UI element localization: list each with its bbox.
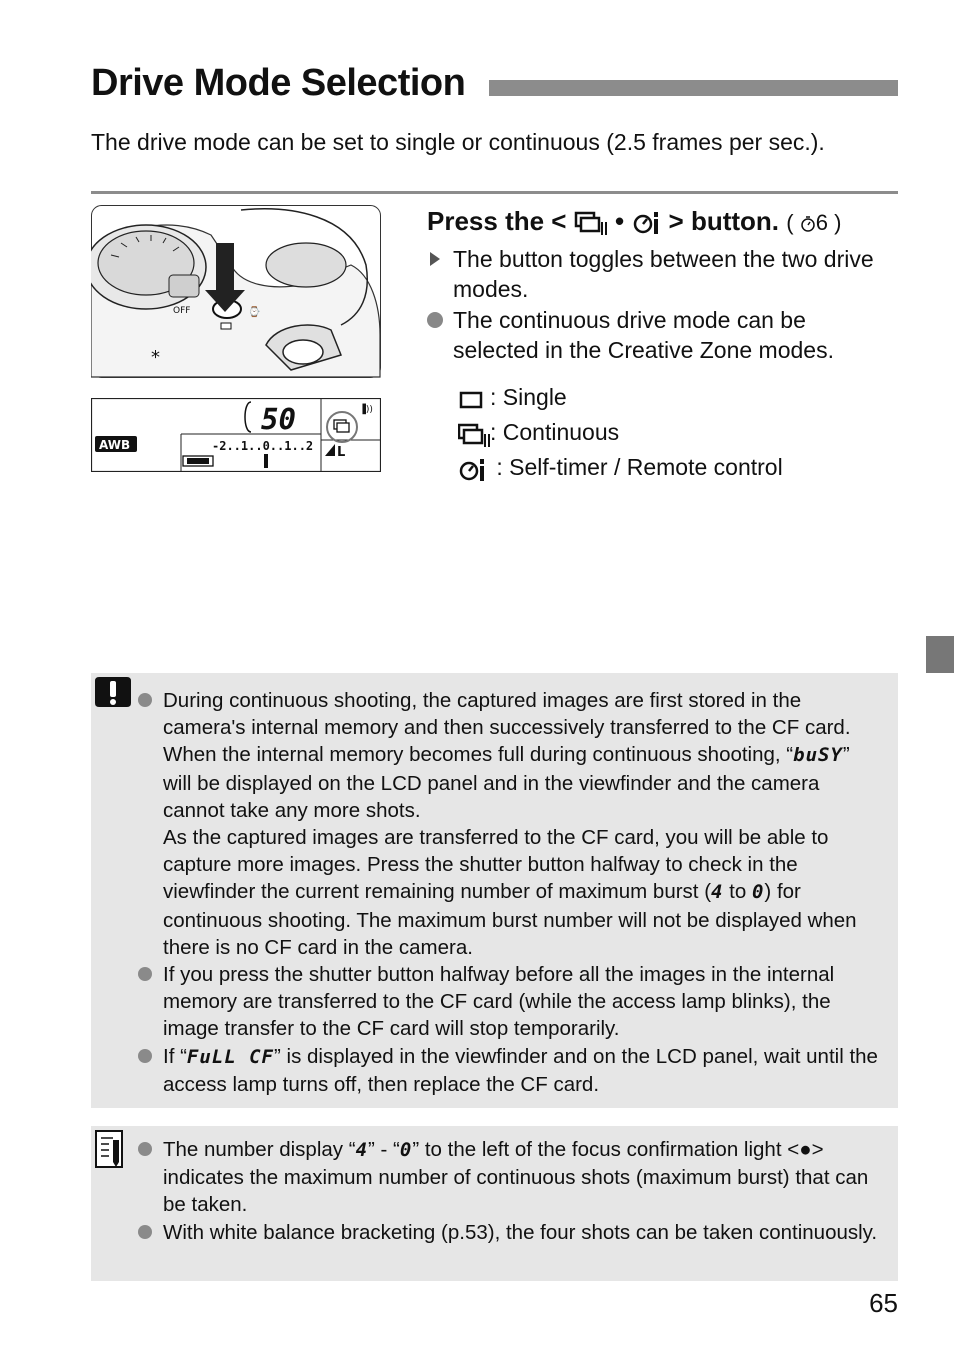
burst-max-digit: 4 [711,881,724,904]
title-bar-decoration [489,80,898,96]
lcd-shutter-value: 50 [261,402,296,436]
list-item: If you press the shutter button halfway before all the images in the internal memory are transferred to the CF card (while the access lamp blinks), the image transfer to the CF card will stop temporarily. [138,961,883,1043]
intro-text: The drive mode can be set to single or continuous (2.5 frames per sec.). [91,129,825,155]
page-number: 65 [869,1288,898,1318]
dot-bullet-icon [138,1142,152,1156]
triangle-bullet-icon [430,252,440,266]
full-cf-lcd-text: FuLL CF [186,1045,274,1068]
svg-text:L: L [337,445,346,460]
dot-bullet-icon [427,312,443,328]
dot-bullet-icon [138,1049,152,1063]
list-item: The continuous drive mode can be selected in the Creative Zone modes. [427,305,897,365]
lcd-panel-illustration [91,398,381,472]
page-reference: ( 6 ) [786,210,842,235]
exposure-scale: -2..1..0..1..2 [212,439,314,453]
memo-pencil-icon [93,1128,127,1172]
display-digit-max: 4 [355,1139,369,1161]
note-box [91,1126,898,1281]
camera-top-illustration [91,205,381,378]
stopwatch-icon [800,215,816,233]
single-frame-icon [458,389,484,411]
chapter-tab [926,636,954,673]
svg-text:▐)): ▐)) [359,405,373,415]
step-section [427,204,897,366]
focus-confirmation-dot-icon: ● [799,1138,812,1161]
bullet-separator: • [614,206,625,236]
list-item: With white balance bracketing (p.53), the four shots can be taken continuously. [138,1219,883,1246]
step-bullets [427,244,897,365]
caution-icon [93,675,133,715]
svg-text:OFF: OFF [173,306,191,316]
continuous-icon [574,209,608,237]
section-divider [91,191,898,194]
dot-bullet-icon [138,693,152,707]
display-digit-min: 0 [399,1139,413,1161]
reference-number: 6 [815,210,828,235]
step-heading-suffix: > button. [668,206,780,236]
caution-box [91,673,898,1108]
note-list [138,1136,883,1246]
mode-self-timer: : Self-timer / Remote control [458,450,783,485]
page-title: Drive Mode Selection [91,62,466,104]
list-item: During continuous shooting, the captured images are first stored in the camera's internal memory and then successively transferred to the CF card. When the internal memory becomes full during continuous shooting, “buSY” will be displayed on the LCD panel and in the viewfinder and the camera cannot take any more shots. As the captured images are transferred to the CF card, you will be able to capture more images. Press the shutter button halfway to check in the viewfinder the current remaining number of maximum burst (4 to 0) for continuous shooting. The maximum burst number will not be displayed when there is no CF card in the camera. [138,687,883,961]
list-item: The number display “4” - “0” to the left of the focus confirmation light <●> indicates the maximum number of continuous shots (maximum burst) that can be taken. [138,1136,883,1219]
list-item: The button toggles between the two drive modes. [427,244,897,304]
self-timer-remote-icon [631,209,661,237]
busy-lcd-text: buSY [793,744,843,767]
list-item: If “FuLL CF” is displayed in the viewfinder and on the LCD panel, wait until the access lamp turns off, then replace the CF card. [138,1043,883,1098]
dot-bullet-icon [138,1225,152,1239]
caution-list [138,687,883,1098]
step-heading [427,204,897,240]
burst-min-digit: 0 [751,881,765,904]
svg-text:*: * [151,347,160,368]
dot-bullet-icon [138,967,152,981]
title-row [91,62,898,112]
mode-continuous: : Continuous [458,415,783,450]
step-heading-prefix: Press the < [427,206,567,236]
mode-single: : Single [458,380,783,415]
continuous-icon [458,422,492,448]
wb-badge: AWB [99,438,131,452]
self-timer-remote-icon [458,456,488,484]
svg-text:⌚: ⌚ [248,307,261,318]
drive-mode-legend [458,380,783,485]
